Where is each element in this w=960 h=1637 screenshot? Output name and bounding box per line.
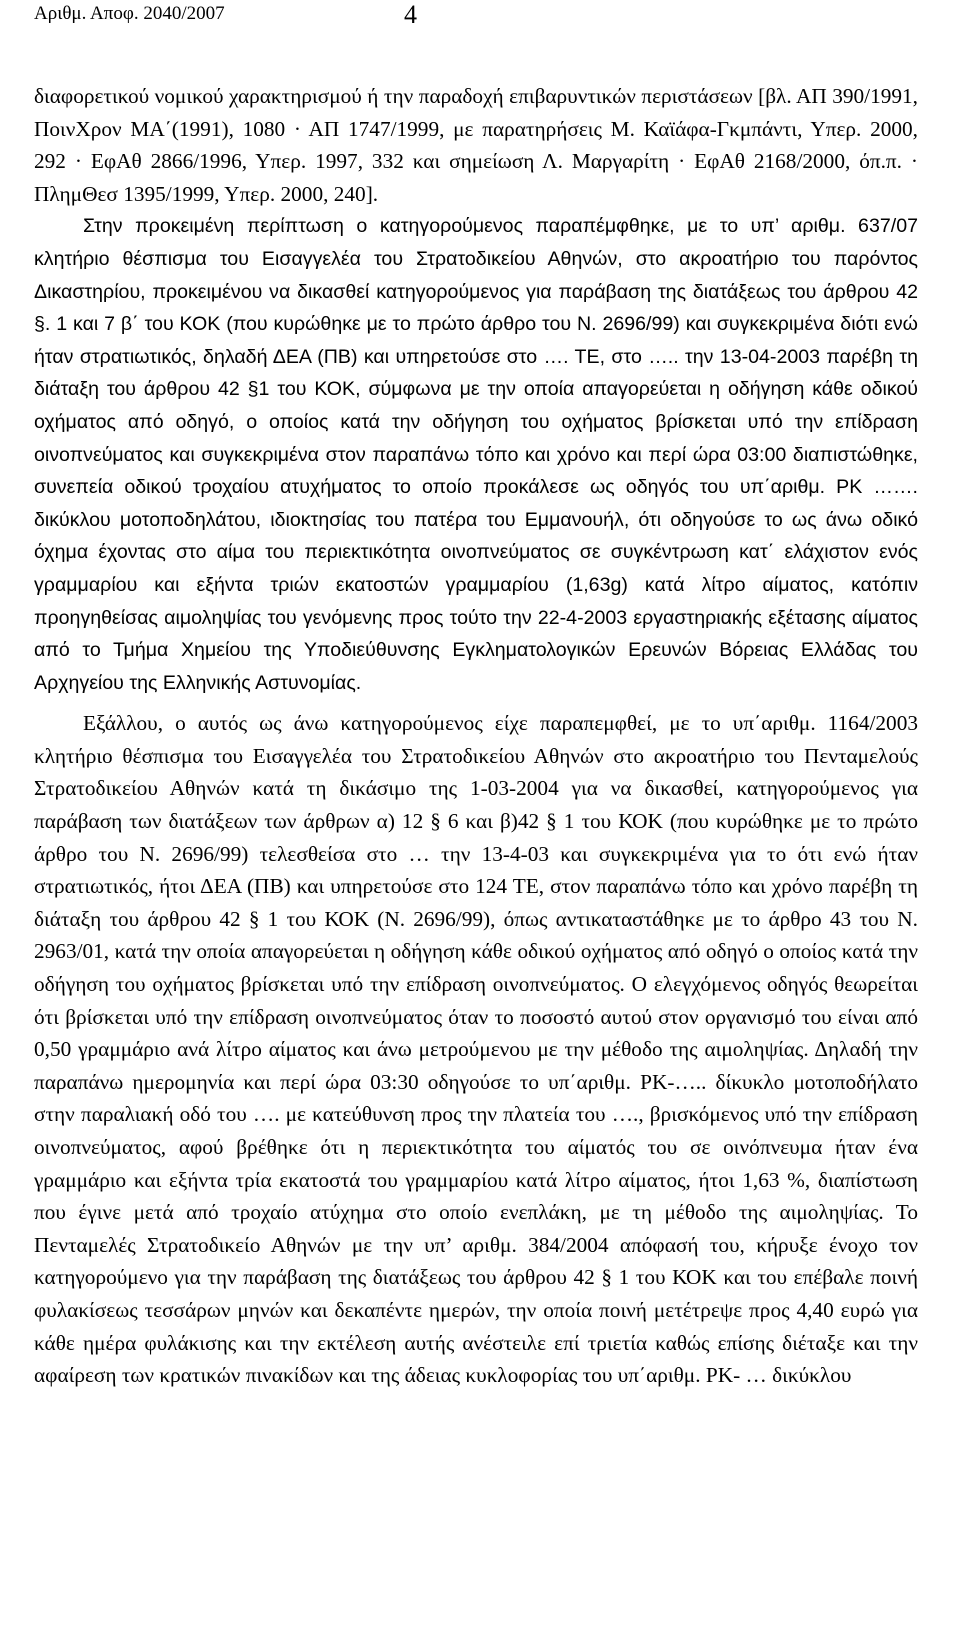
paragraph-case-facts: Στην προκειμένη περίπτωση ο κατηγορούμενος παραπέμφθηκε, με το υπ’ αριθμ. 637/07 κλητήριο θέσπισμα του Εισαγγελέα του Στρατοδικείου Αθηνών, στο ακροατήριο του παρόντος Δικαστηρίου, προκειμένου να δικασθεί κατηγορούμενος για παράβαση της διατάξεως του άρθρου 42 §. 1 και 7 β΄ του ΚΟΚ (που κυρώθηκε με το πρώτο άρθρο του Ν. 2696/99) και συγκεκριμένα διότι ενώ ήταν στρατιωτικός, δηλαδή ΔΕΑ (ΠΒ) και υπηρετούσε στο …. ΤΕ, στο ….. την 13-04-2003 παρέβη τη διάταξη του άρθρου 42 §1 του ΚΟΚ, σύμφωνα με την οποία απαγορεύεται η οδήγηση κάθε οδικού οχήματος από οδηγό, ο οποίος κατά την οδήγηση του οχήματος βρίσκεται υπό την επίδραση οινοπνεύματος και συγκεκριμένα στον παραπάνω τόπο και χρόνο και περί ώρα 03:00 διαπιστώθηκε, συνεπεία οδικού τροχαίου ατυχήματος το οποίο προκάλεσε ως οδηγός του υπ΄αριθμ. ΡΚ ……. δικύκλου μοτοποδηλάτου, ιδιοκτησίας του πατέρα του Εμμανουήλ, ότι οδηγούσε το ως άνω οδικό όχημα έχοντας στο αίμα του περιεκτικότητα οινοπνεύματος σε συγκέντρωση κατ΄ ελάχιστον ενός γραμμαρίου και εξήντα τριών εκατοστών γραμμαρίου (1,63g) κατά λίτρο αίματος, κατόπιν προηγηθείσας αιμοληψίας του γενόμενης προς τούτο την 22-4-2003 εργαστηριακής εξέτασης αίματος από το Τμήμα Χημείου της Υποδιεύθυνσης Εγκληματολογικών Ερευνών Βόρειας Ελλάδας του Αρχηγείου της Ελληνικής Αστυνομίας. [34,215,918,694]
document-body [34,80,918,1392]
paragraph-prior-case: Εξάλλου, ο αυτός ως άνω κατηγορούμενος είχε παραπεμφθεί, με το υπ΄αριθμ. 1164/2003 κλητήριο θέσπισμα του Εισαγγελέα του Στρατοδικείου Αθηνών στο ακροατήριο του Πενταμελούς Στρατοδικείου Αθηνών κατά τη δικάσιμο της 1-03-2004 για να δικασθεί, κατηγορούμενος για παράβαση των διατάξεων των άρθρων α) 12 § 6 και β)42 § 1 του ΚΟΚ (που κυρώθηκε με το πρώτο άρθρο του Ν. 2696/99) τελεσθείσα στο … την 13-4-03 και συγκεκριμένα για το ότι ενώ ήταν στρατιωτικός, ήτοι ΔΕΑ (ΠΒ) και υπηρετούσε στο 124 ΤΕ, στον παραπάνω τόπο και χρόνο παρέβη τη διάταξη του άρθρου 42 § 1 του ΚΟΚ (Ν. 2696/99), όπως αντικαταστάθηκε με το άρθρο 43 του Ν. 2963/01, κατά την οποία απαγορεύεται η οδήγηση κάθε οδικού οχήματος από οδηγό ο οποίος κατά την οδήγηση του οχήματος βρίσκεται υπό την επίδραση οινοπνεύματος. Ο ελεγχόμενος οδηγός θεωρείται ότι βρίσκεται υπό την επίδραση οινοπνεύματος όταν το ποσοστό αυτού στον οργανισμό του είναι από 0,50 γραμμάριο ανά λίτρο αίματος και άνω μετρούμενου με την μέθοδο της αιμοληψίας. Δηλαδή την παραπάνω ημερομηνία και περί ώρα 03:30 οδηγούσε το υπ΄αριθμ. ΡΚ-….. δίκυκλο μοτοποδήλατο στην παραλιακή οδό του …. με κατεύθυνση προς την πλατεία του …., βρισκόμενος υπό την επίδραση οινοπνεύματος, αφού βρέθηκε ότι η περιεκτικότητα του αίματός του σε οινόπνευμα ήταν ένα γραμμάριο και εξήντα τρία εκατοστά του γραμμαρίου κατά λίτρο αίματος, ήτοι 1,63 %, διαπίστωση που έγινε μετά από τροχαίο ατύχημα στο οποίο ενεπλάκη, με τη μέθοδο της αιμοληψίας. Το Πενταμελές Στρατοδικείο Αθηνών με την υπ’ αριθμ. 384/2004 απόφασή του, κήρυξε ένοχο τον κατηγορούμενο για την παράβαση της διατάξεως του άρθρου 42 § 1 του ΚΟΚ και του επέβαλε ποινή φυλακίσεως τεσσάρων μηνών και δεκαπέντε ημερών, την οποία ποινή μετέτρεψε προς 4,40 ευρώ για κάθε ημέρα φυλάκισης και την εκτέλεση αυτής ανέστειλε επί τριετία καθώς επίσης διέταξε και την αφαίρεση των κρατικών πινακίδων και της άδειας κυκλοφορίας του υπ΄αριθμ. ΡΚ- … δικύκλου [34,711,918,1388]
page-number: 4 [404,0,417,29]
page-header [34,0,918,44]
document-page [34,0,918,1392]
paragraph-continuation: διαφορετικού νομικού χαρακτηρισμού ή την παραδοχή επιβαρυντικών περιστάσεων [βλ. ΑΠ 390/1991, ΠοινΧρον ΜΑ΄(1991), 1080 · ΑΠ 1747/1999, με παρατηρήσεις Μ. Καϊάφα-Γκμπάντι, Υπερ. 2000, 292 · ΕφΑθ 2866/1996, Υπερ. 1997, 332 και σημείωση Λ. Μαργαρίτη · ΕφΑθ 2168/2000, όπ.π. · ΠλημΘεσ 1395/1999, Υπερ. 2000, 240]. [34,84,918,206]
decision-reference: Αριθμ. Αποφ. 2040/2007 [34,3,225,24]
